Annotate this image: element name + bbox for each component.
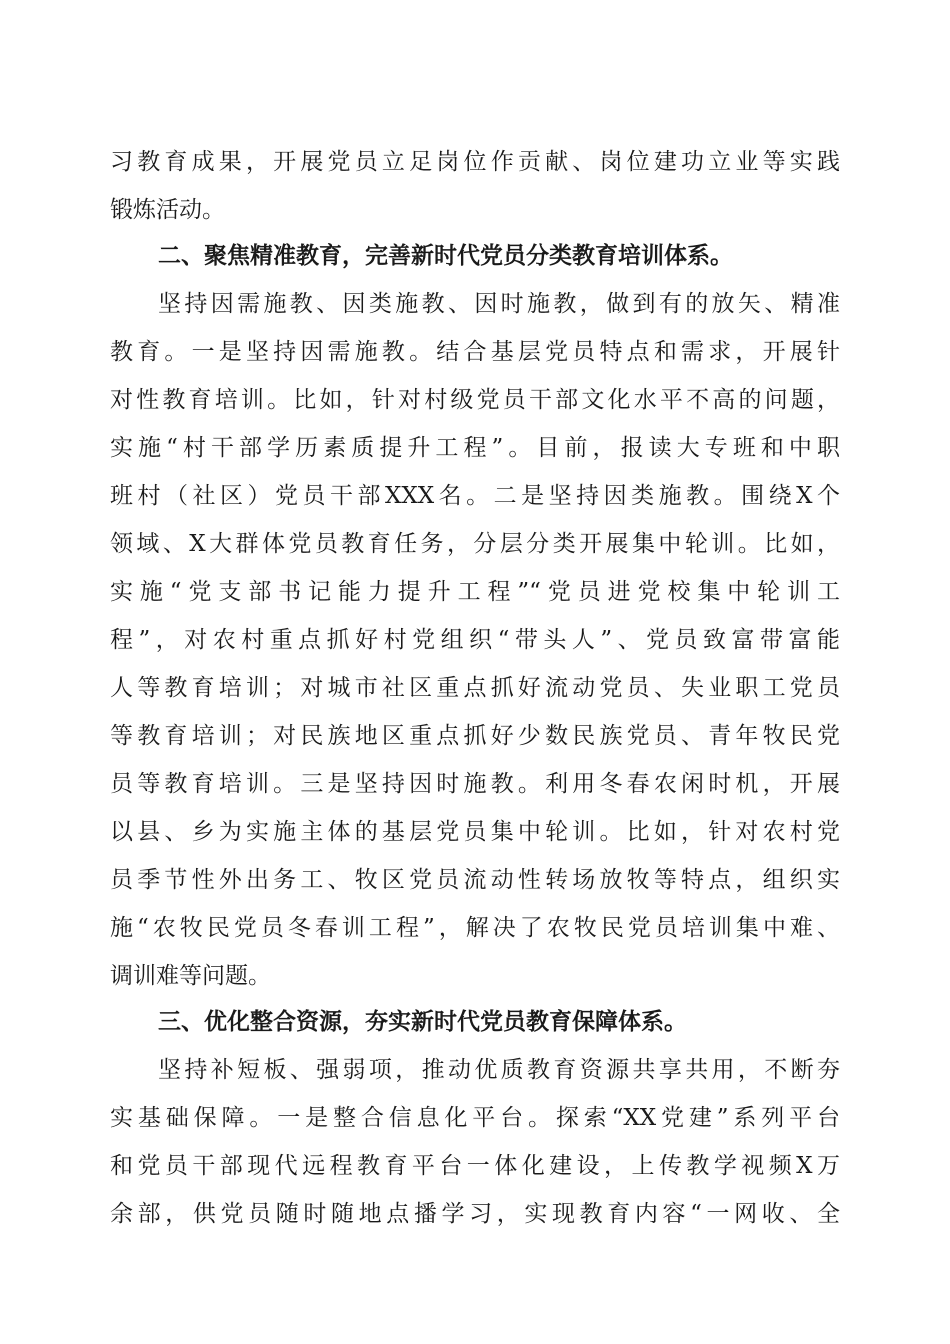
paragraph-2-line-7: 实施“党支部书记能力提升工程”“党员进党校集中轮训工	[110, 579, 840, 605]
paragraph-2-line-4: 实施“村干部学历素质提升工程”。目前，报读大专班和中职	[110, 435, 840, 461]
paragraph-2-line-13: 员季节性外出务工、牧区党员流动性转场放牧等特点，组织实	[110, 867, 840, 893]
paragraph-1-line-1: 习教育成果，开展党员立足岗位作贡献、岗位建功立业等实践	[110, 149, 840, 175]
paragraph-2-line-10: 等教育培训；对民族地区重点抓好少数民族党员、青年牧民党	[110, 723, 840, 749]
section-heading-2: 二、聚焦精准教育，完善新时代党员分类教育培训体系。	[158, 243, 733, 269]
paragraph-2-line-2: 教育。一是坚持因需施教。结合基层党员特点和需求，开展针	[110, 339, 840, 365]
paragraph-2-line-6: 领域、X大群体党员教育任务，分层分类开展集中轮训。比如，	[110, 531, 840, 557]
paragraph-3-line-2: 实基础保障。一是整合信息化平台。探索“XX党建”系列平台	[110, 1105, 840, 1131]
section-heading-3: 三、优化整合资源，夯实新时代党员教育保障体系。	[158, 1009, 687, 1035]
paragraph-2-line-15: 调训难等问题。	[110, 963, 271, 989]
paragraph-2-line-1: 坚持因需施教、因类施教、因时施教，做到有的放矢、精准	[158, 291, 840, 317]
paragraph-2-line-5: 班村（社区）党员干部XXX名。二是坚持因类施教。围绕X个	[110, 483, 840, 509]
paragraph-2-line-14: 施“农牧民党员冬春训工程”，解决了农牧民党员培训集中难、	[110, 915, 840, 941]
paragraph-2-line-11: 员等教育培训。三是坚持因时施教。利用冬春农闲时机，开展	[110, 771, 840, 797]
paragraph-3-line-1: 坚持补短板、强弱项，推动优质教育资源共享共用，不断夯	[158, 1057, 840, 1083]
paragraph-2-line-9: 人等教育培训；对城市社区重点抓好流动党员、失业职工党员	[110, 675, 840, 701]
paragraph-2-line-12: 以县、乡为实施主体的基层党员集中轮训。比如，针对农村党	[110, 819, 840, 845]
paragraph-3-line-4: 余部，供党员随时随地点播学习，实现教育内容“一网收、全	[110, 1201, 840, 1227]
paragraph-3-line-3: 和党员干部现代远程教育平台一体化建设，上传教学视频X万	[110, 1153, 840, 1179]
paragraph-2-line-3: 对性教育培训。比如，针对村级党员干部文化水平不高的问题，	[110, 387, 840, 413]
paragraph-2-line-8: 程”，对农村重点抓好村党组织“带头人”、党员致富带富能	[110, 627, 840, 653]
paragraph-1-line-2: 锻炼活动。	[110, 197, 225, 223]
